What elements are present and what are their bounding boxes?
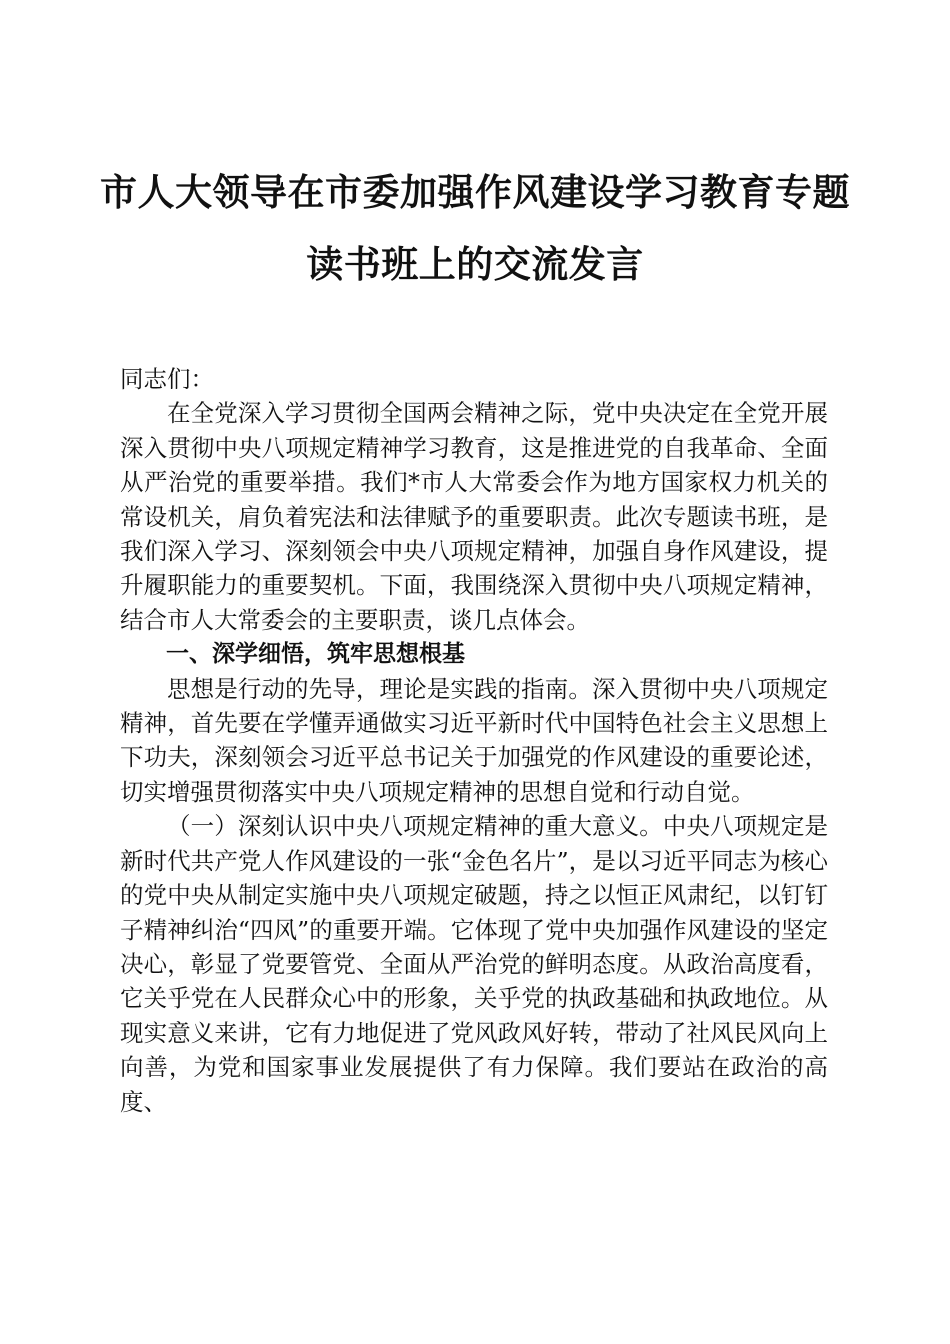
salutation: 同志们： [120, 365, 214, 393]
section-heading-1: 一、深学细悟，筑牢思想根基 [166, 641, 465, 668]
document-title-line1: 市人大领导在市委加强作风建设学习教育专题 [100, 170, 850, 214]
document-title-line2: 读书班上的交流发言 [306, 242, 644, 286]
document-body [120, 362, 828, 1119]
paragraph-intro: 在全党深入学习贯彻全国两会精神之际，党中央决定在全党开展深入贯彻中央八项规定精神学习教育，这是推进党的自我革命、全面从严治党的重要举措。我们*市人大常委会作为地方国家权力机关的常设机关，肩负着宪法和法律赋予的重要职责。此次专题读书班，是我们深入学习、深刻领会中央八项规定精神，加强自身作风建设，提升履职能力的重要契机。下面，我围绕深入贯彻中央八项规定精神，结合市人大常委会的主要职责，谈几点体会。 [120, 399, 828, 634]
paragraph-section-1: 思想是行动的先导，理论是实践的指南。深入贯彻中央八项规定精神，首先要在学懂弄通做实习近平新时代中国特色社会主义思想上下功夫，深刻领会习近平总书记关于加强党的作风建设的重要论述，切实增强贯彻落实中央八项规定精神的思想自觉和行动自觉。 [120, 674, 828, 806]
paragraph-subsection-1: （一）深刻认识中央八项规定精神的重大意义。中央八项规定是新时代共产党人作风建设的一张“金色名片”，是以习近平同志为核心的党中央从制定实施中央八项规定破题，持之以恒正风肃纪，以钉钉子精神纠治“四风”的重要开端。它体现了党中央加强作风建设的坚定决心，彰显了党要管党、全面从严治党的鲜明态度。从政治高度看，它关乎党在人民群众心中的形象，关乎党的执政基础和执政地位。从现实意义来讲，它有力地促进了党风政风好转，带动了社风民风向上向善，为党和国家事业发展提供了有力保障。我们要站在政治的高度、 [120, 812, 828, 1116]
